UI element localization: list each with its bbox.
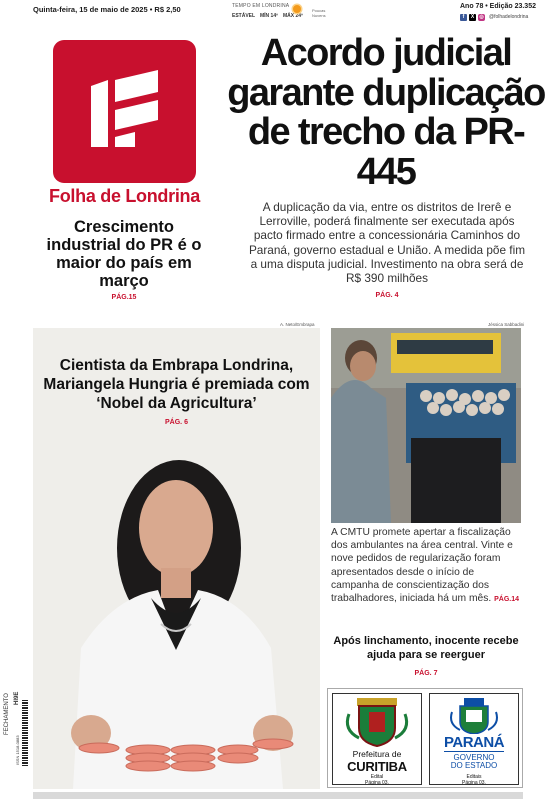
street-scene-image — [331, 328, 521, 523]
weather-max: MÁX 24º — [283, 13, 303, 19]
feature-photo-credit: A. Neto/Embrapa — [280, 322, 315, 327]
parana-divider — [444, 751, 504, 752]
lynch-page-ref: PÁG. 7 — [414, 670, 438, 677]
vendor-caption-text: A CMTU promete apertar a fiscalização dos ambulantes na área central. Vinte e nove pedidos de regularização foram apresentados desde o início de campanha de conscientização dos trabalhadores, iniciada há um mês. — [331, 527, 513, 605]
street-vendor-photo[interactable] — [331, 328, 521, 523]
facebook-icon[interactable]: f — [460, 14, 467, 21]
parana-notice[interactable] — [429, 693, 519, 785]
curitiba-note-1: Edital — [370, 774, 384, 780]
weather-min: MÍN 14º — [260, 13, 278, 19]
curitiba-coat-of-arms-icon — [333, 694, 421, 748]
public-notices-box — [327, 688, 523, 788]
weather-status: ESTÁVEL — [232, 13, 256, 19]
masthead-name: Folha de Londrina — [49, 186, 200, 206]
spine-label: FECHAMENTO — [4, 693, 10, 735]
curitiba-name: CURITIBA — [347, 759, 407, 774]
social-handle: @folhadelondrina — [489, 14, 529, 20]
industry-headline[interactable]: Crescimento industrial do PR é o maior do país em março — [46, 218, 202, 290]
date-and-price: Quinta-feira, 15 de maio de 2025 • R$ 2,50 — [33, 5, 181, 14]
bottom-rule — [33, 792, 523, 799]
curitiba-prefix: Prefeitura de — [352, 749, 402, 759]
parana-note-1: Editais — [466, 774, 482, 780]
social-links — [460, 13, 528, 21]
x-icon[interactable]: X — [470, 13, 475, 20]
sun-icon — [293, 5, 301, 13]
feature-headline: Cientista da Embrapa Londrina, Mariangela Hungria é premiada com ‘Nobel da Agricultura’ — [43, 357, 310, 412]
scientist-photo — [33, 438, 320, 789]
spine-issn: ISSN 1518-0883 — [15, 735, 20, 765]
top-bar — [0, 0, 559, 24]
parana-note-2: Página 03. — [462, 780, 486, 786]
parana-coat-of-arms-icon — [430, 694, 518, 734]
parana-gov-2: DO ESTADO — [450, 761, 498, 770]
main-page-ref: PÁG. 4 — [375, 292, 399, 299]
weather-description: Poucas Nuvens — [312, 8, 326, 18]
curitiba-notice[interactable] — [332, 693, 422, 785]
weather-title: TEMPO EM LONDRINA — [232, 3, 290, 9]
vendor-caption — [331, 526, 523, 606]
parana-name: PARANÁ — [443, 734, 505, 751]
parana-gov-1: GOVERNO — [453, 753, 495, 762]
logo-mark-icon — [53, 40, 196, 183]
curitiba-note-2: Página 03. — [365, 780, 389, 786]
main-headline[interactable]: Acordo judicial garante duplicação de trecho da PR-445 — [227, 32, 545, 193]
spine-code: HI9E — [14, 691, 20, 705]
weather-box — [232, 3, 327, 22]
main-deck: A duplicação da via, entre os distritos de Irerê e Lerroville, poderá finalmente ser executada após pacto firmado entre a concessionária Caminhos do Paraná, governo estadual e União. A medida põe fim a uma disputa judicial. Investimento na obra será de R$ 390 milhões — [248, 200, 526, 286]
photo-credit: Jéssica Sabbadini — [488, 322, 525, 327]
vendor-page-ref: PÁG.14 — [494, 596, 520, 604]
industry-page-ref: PÁG.15 — [111, 294, 137, 301]
feature-panel[interactable] — [33, 328, 320, 789]
barcode-icon — [22, 700, 28, 766]
folha-logo — [53, 40, 196, 183]
lynch-headline[interactable]: Após linchamento, inocente recebe ajuda para se reerguer — [333, 635, 519, 661]
instagram-icon[interactable]: ◎ — [479, 13, 484, 20]
feature-page-ref: PÁG. 6 — [165, 419, 188, 426]
edition-number: Ano 78 • Edição 23.352 — [460, 3, 536, 10]
